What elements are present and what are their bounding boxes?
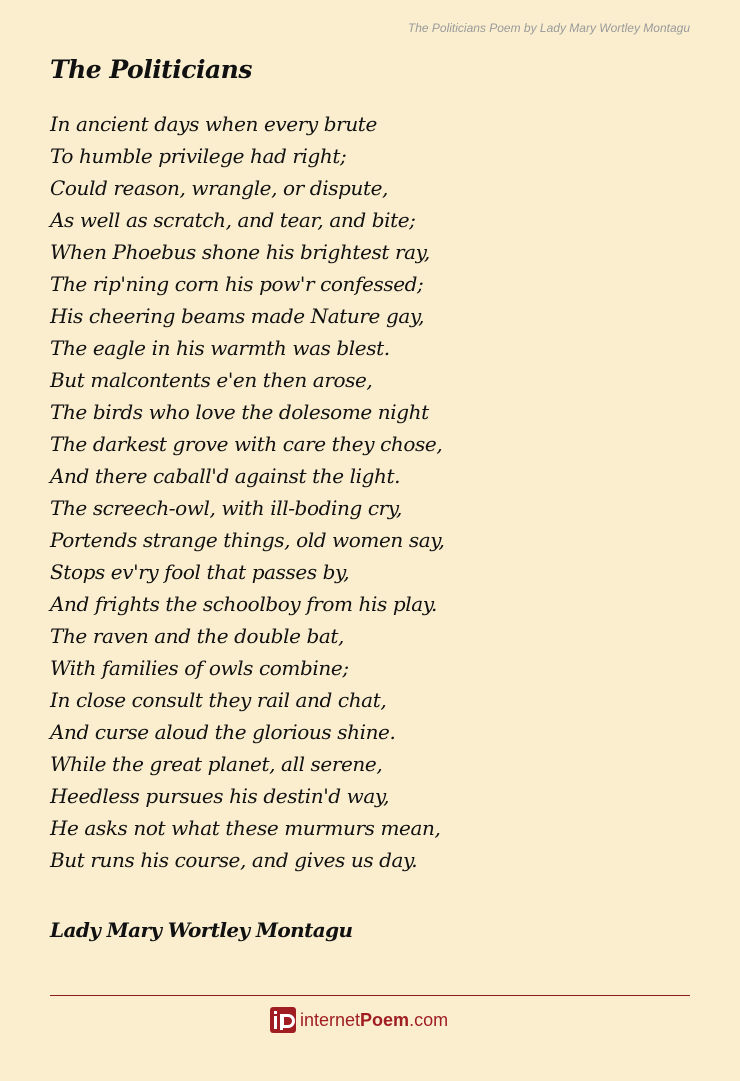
site-brand-link[interactable] xyxy=(270,1006,448,1034)
footer-divider xyxy=(50,995,690,996)
poem-body xyxy=(50,108,444,876)
poem-line: In close consult they rail and chat, xyxy=(50,688,387,712)
brand-suffix: .com xyxy=(409,1009,449,1030)
poem-line: The darkest grove with care they chose, xyxy=(50,432,443,456)
poem-line: But malcontents e'en then arose, xyxy=(50,368,373,392)
poem-line: Heedless pursues his destin'd way, xyxy=(50,784,390,808)
brand-bold: Poem xyxy=(360,1009,410,1030)
poem-line: And there caball'd against the light. xyxy=(50,464,401,488)
poem-line: The screech-owl, with ill-boding cry, xyxy=(50,496,403,520)
poem-line: In ancient days when every brute xyxy=(50,112,377,136)
poem-line: To humble privilege had right; xyxy=(50,144,347,168)
poem-line: And frights the schoolboy from his play. xyxy=(50,592,437,616)
brand-prefix: internet xyxy=(300,1009,361,1030)
poem-title: The Politicians xyxy=(50,54,252,84)
poem-line: With families of owls combine; xyxy=(50,656,349,680)
poem-line: When Phoebus shone his brightest ray, xyxy=(50,240,430,264)
poem-line: The eagle in his warmth was blest. xyxy=(50,336,390,360)
poem-line: Could reason, wrangle, or dispute, xyxy=(50,176,388,200)
poem-line: Portends strange things, old women say, xyxy=(50,528,445,552)
poem-line: The birds who love the dolesome night xyxy=(50,400,429,424)
internetpoem-logo-icon xyxy=(270,1007,296,1033)
poem-line: And curse aloud the glorious shine. xyxy=(50,720,396,744)
poem-line: He asks not what these murmurs mean, xyxy=(50,816,441,840)
header-caption: The Politicians Poem by Lady Mary Wortley Montagu xyxy=(407,21,690,35)
poem-line: The rip'ning corn his pow'r confessed; xyxy=(50,272,424,296)
poem-line: But runs his course, and gives us day. xyxy=(50,848,418,872)
poem-line: Stops ev'ry fool that passes by, xyxy=(50,560,350,584)
poem-line: While the great planet, all serene, xyxy=(50,752,383,776)
poem-line: The raven and the double bat, xyxy=(50,624,344,648)
poem-author: Lady Mary Wortley Montagu xyxy=(50,918,353,942)
poem-line: As well as scratch, and tear, and bite; xyxy=(50,208,416,232)
brand-wordmark xyxy=(300,1010,448,1031)
poem-line: His cheering beams made Nature gay, xyxy=(50,304,425,328)
